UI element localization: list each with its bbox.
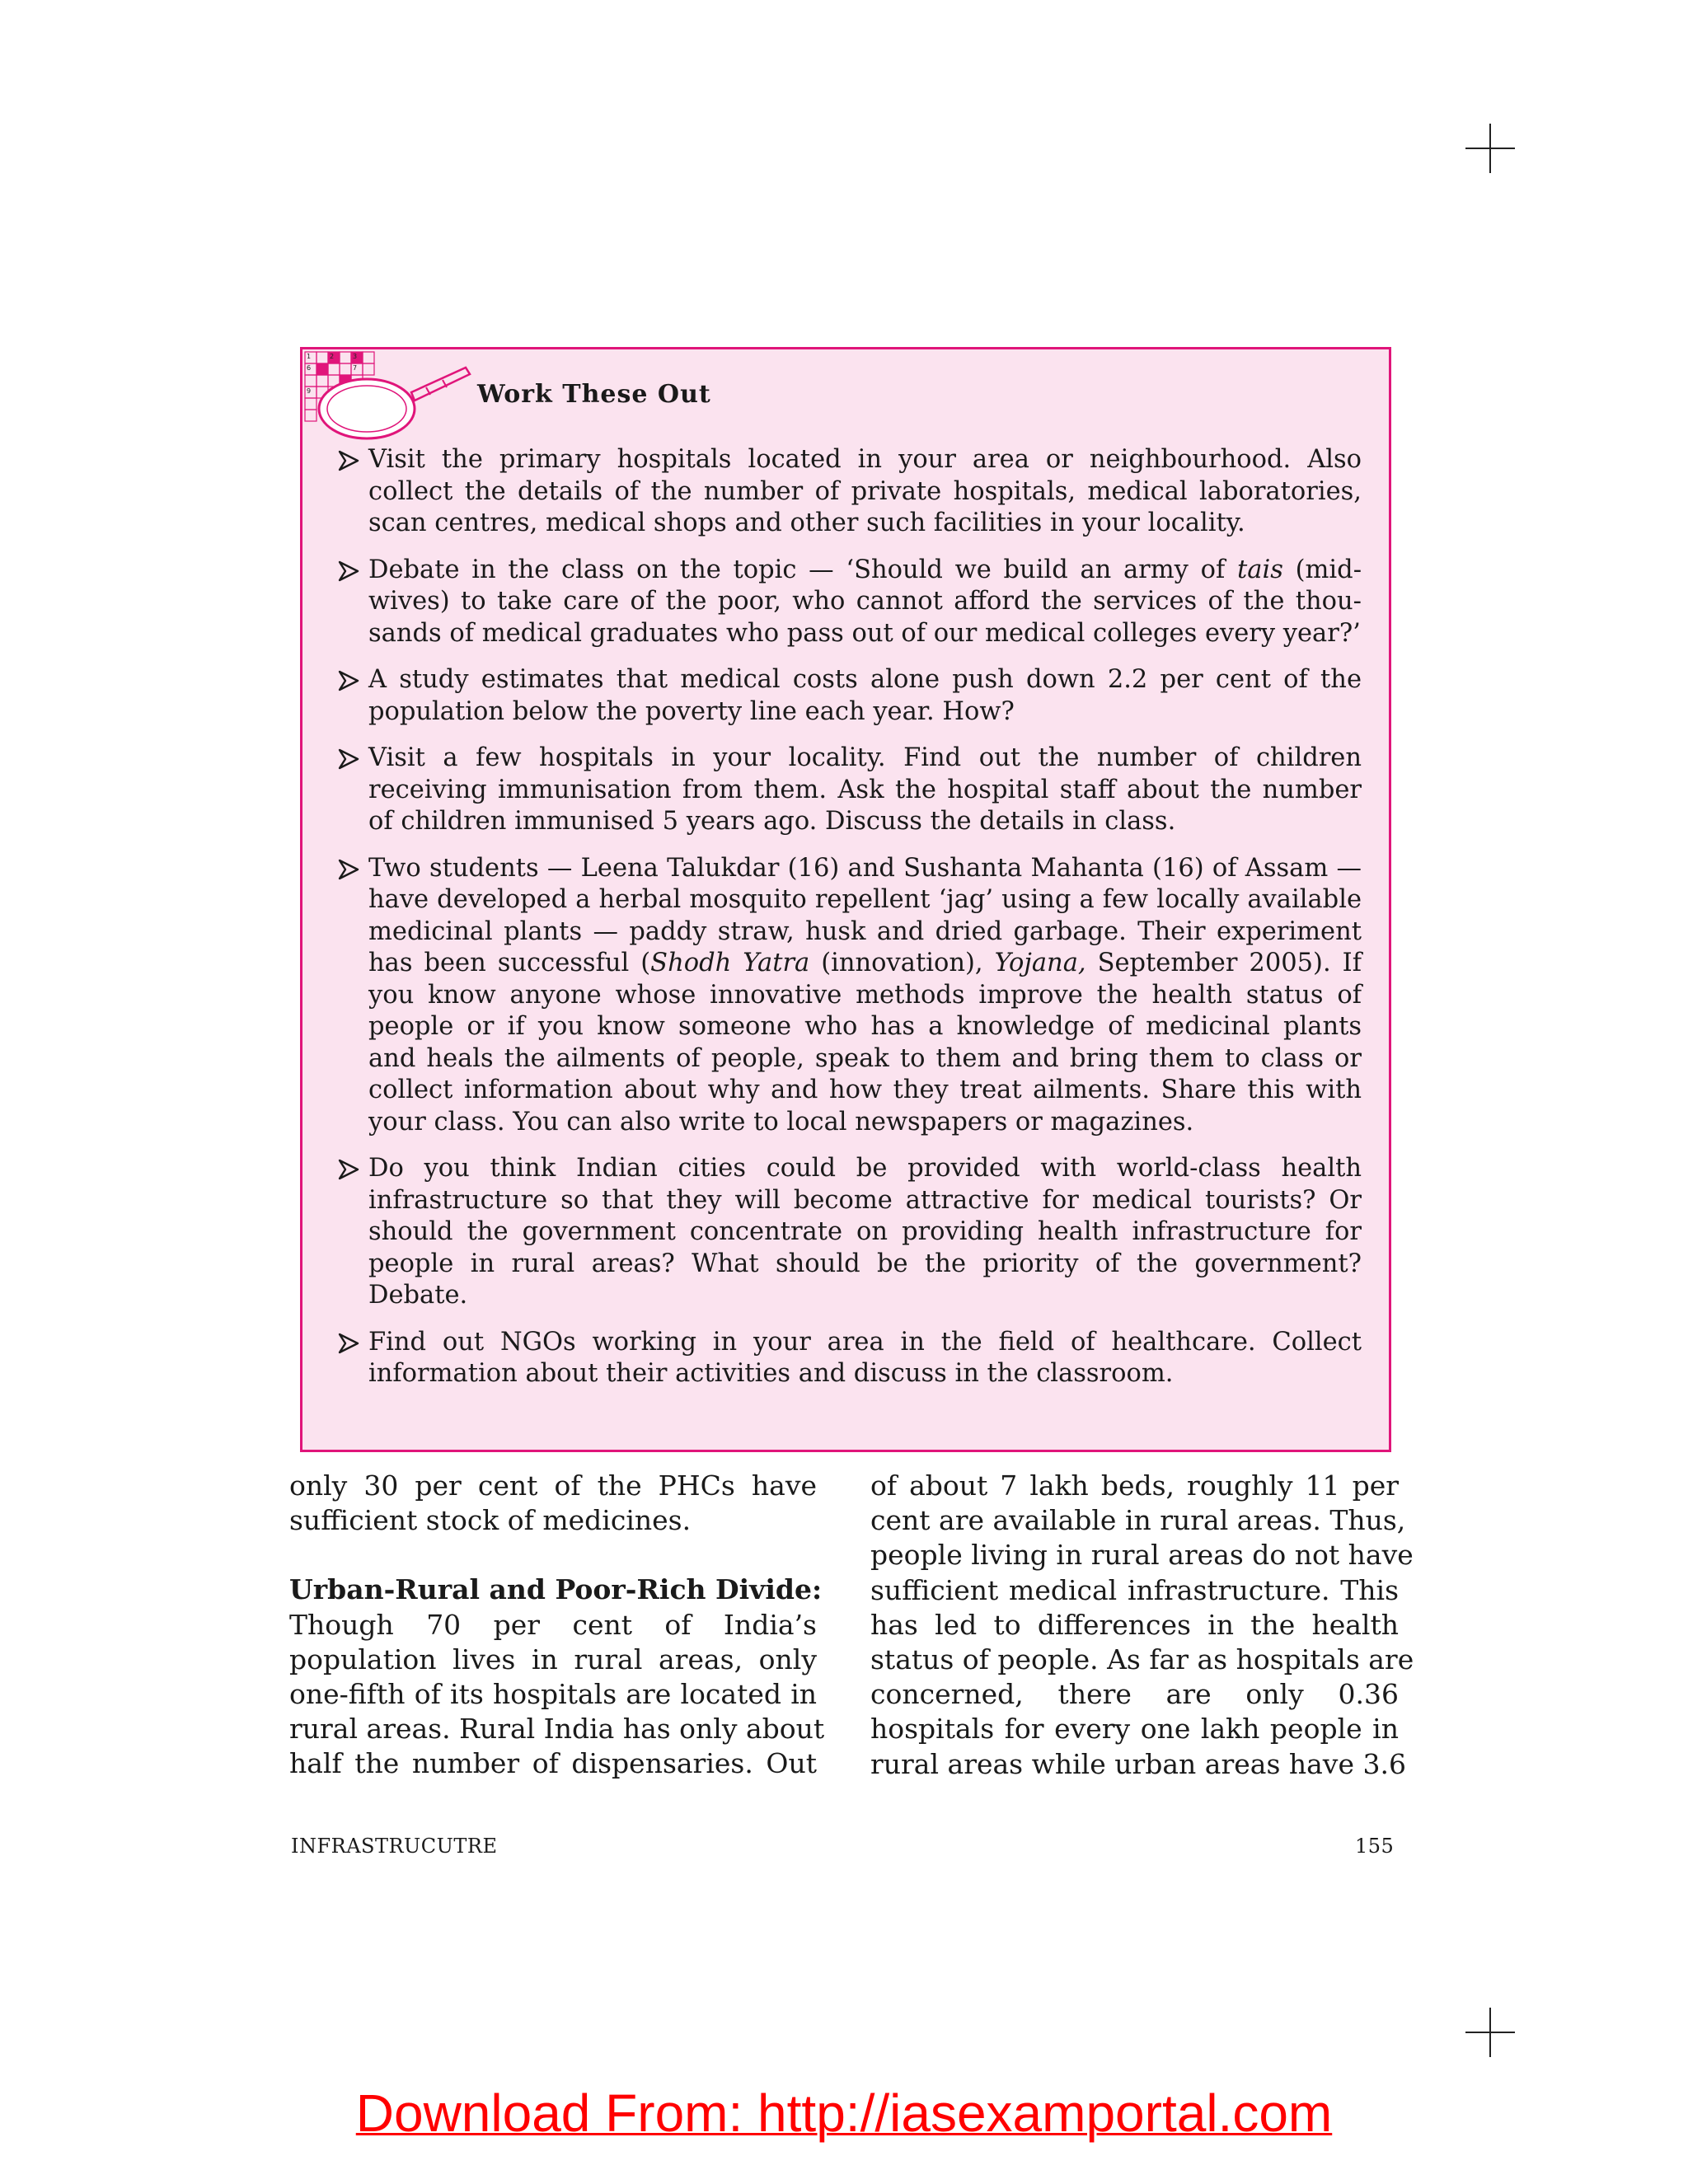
text-line: sands of medical graduates who pass out of our medical colleges every year?’: [368, 618, 1361, 648]
bullet-item: [335, 743, 1362, 838]
arrow-bullet-icon: [337, 560, 360, 583]
text-line: Visit the primary hospitals located in your area or neighbourhood. Also: [368, 445, 1362, 474]
text-line: people living in rural areas do not have: [870, 1539, 1414, 1572]
text-run: (mid-: [1282, 555, 1362, 584]
bullet-item: [335, 555, 1362, 650]
text-line: you know anyone whose innovative methods improve the health status of: [368, 980, 1362, 1010]
text-line: scan centres, medical shops and other such facilities in your locality.: [368, 509, 1245, 537]
grid-number: 3: [353, 353, 358, 360]
text-line: status of people. As far as hospitals are: [870, 1643, 1414, 1676]
text-line: Do you think Indian cities could be provided with world-class health: [368, 1154, 1362, 1183]
text-line: population below the poverty line each year. How?: [368, 696, 1015, 726]
text-run: Debate in the class on the topic — ‘Should we build an army of: [368, 555, 1238, 584]
crossword-magnifier-icon: [302, 349, 476, 448]
bullet-item: [335, 664, 1362, 728]
text-line: Find out NGOs working in your area in the field of healthcare. Collect: [368, 1327, 1362, 1357]
text-line: sufficient medical infrastructure. This: [870, 1573, 1399, 1606]
text-line: [368, 555, 1362, 587]
text-line: medicinal plants — paddy straw, husk and dried garbage. Their experiment: [368, 916, 1362, 946]
arrow-bullet-icon: [337, 1332, 360, 1355]
body-column-right: [870, 1469, 1414, 1782]
grid-number: 7: [353, 364, 358, 372]
body-column-left: [289, 1469, 825, 1782]
bullet-item: [335, 444, 1362, 540]
text-line: your class. You can also write to local newspapers or magazines.: [368, 1107, 1194, 1137]
text-line: [368, 948, 1362, 980]
text-line: cent are available in rural areas. Thus,: [870, 1504, 1406, 1537]
bullet-item: [335, 1327, 1362, 1390]
arrow-bullet-icon: [337, 669, 360, 692]
crop-mark-bottom-right: [1465, 2008, 1515, 2057]
text-line: information about their activities and discuss in the classroom.: [368, 1359, 1174, 1388]
text-line: half the number of dispensaries. Out: [289, 1747, 817, 1780]
italic-term: tais: [1237, 555, 1283, 584]
text-line: and heals the ailments of people, speak to them and bring them to class or: [368, 1043, 1362, 1073]
arrow-bullet-icon: [337, 858, 360, 881]
text-run: (innovation),: [809, 949, 995, 977]
text-line: people in rural areas? What should be the priority of the government?: [368, 1249, 1362, 1278]
text-line: rural areas while urban areas have 3.6: [870, 1747, 1406, 1780]
text-line: hospitals for every one lakh people in: [870, 1713, 1399, 1746]
running-title: INFRASTRUCUTRE: [291, 1835, 498, 1858]
bullet-list: [335, 444, 1362, 1405]
text-line: Two students — Leena Talukdar (16) and Sushanta Mahanta (16) of Assam —: [368, 853, 1362, 883]
text-line: should the government concentrate on providing health infrastructure for: [368, 1217, 1362, 1246]
grid-number: 6: [307, 364, 312, 372]
text-line: Visit a few hospitals in your locality. Find out the number of children: [368, 743, 1362, 772]
text-line: only 30 per cent of the PHCs have: [289, 1469, 817, 1502]
arrow-bullet-icon: [337, 1158, 360, 1181]
grid-number: 2: [330, 353, 335, 360]
text-line: Debate.: [368, 1281, 468, 1310]
text-line: have developed a herbal mosquito repellent ‘jag’ using a few locally available: [368, 885, 1362, 914]
bullet-item: [335, 1153, 1362, 1312]
text-run: September 2005). If: [1085, 949, 1362, 977]
page-number: 155: [1355, 1835, 1395, 1858]
text-line: A study estimates that medical costs alone push down 2.2 per cent of the: [368, 665, 1362, 694]
text-line: receiving immunisation from them. Ask the hospital staff about the number: [368, 775, 1362, 804]
text-line: concerned, there are only 0.36: [870, 1678, 1399, 1711]
text-line: collect the details of the number of private hospitals, medical laboratories,: [368, 476, 1362, 506]
text-line: Though 70 per cent of India’s: [289, 1608, 817, 1641]
arrow-bullet-icon: [337, 449, 360, 472]
grid-number: 1: [307, 353, 312, 360]
box-title: Work These Out: [477, 380, 711, 409]
text-line: of children immunised 5 years ago. Discuss the details in class.: [368, 807, 1176, 836]
text-line: population lives in rural areas, only: [289, 1643, 817, 1675]
text-line: sufficient stock of medicines.: [289, 1504, 692, 1537]
italic-term: Yojana,: [994, 949, 1086, 977]
download-link[interactable]: Download From: http://iasexamportal.com: [355, 2083, 1333, 2143]
bullet-item: [335, 853, 1362, 1139]
text-line: infrastructure so that they will become attractive for medical tourists? Or: [368, 1185, 1362, 1215]
section-subheading: Urban-Rural and Poor-Rich Divide:: [289, 1573, 823, 1606]
text-line: rural areas. Rural India has only about: [289, 1713, 825, 1746]
text-line: one-fifth of its hospitals are located in: [289, 1678, 817, 1711]
text-line: people or if you know someone who has a knowledge of medicinal plants: [368, 1012, 1362, 1041]
arrow-bullet-icon: [337, 748, 360, 771]
text-line: has led to differences in the health: [870, 1608, 1399, 1641]
text-run: has been successful (: [368, 949, 651, 977]
text-line: collect information about why and how they treat ailments. Share this with: [368, 1076, 1362, 1104]
text-line: wives) to take care of the poor, who cannot afford the services of the thou-: [368, 587, 1362, 616]
italic-term: Shodh Yatra: [650, 949, 810, 977]
crop-mark-top-right: [1465, 124, 1515, 173]
work-these-out-box: [300, 347, 1391, 1452]
text-line: of about 7 lakh beds, roughly 11 per: [870, 1469, 1399, 1502]
grid-number: 9: [307, 387, 312, 395]
